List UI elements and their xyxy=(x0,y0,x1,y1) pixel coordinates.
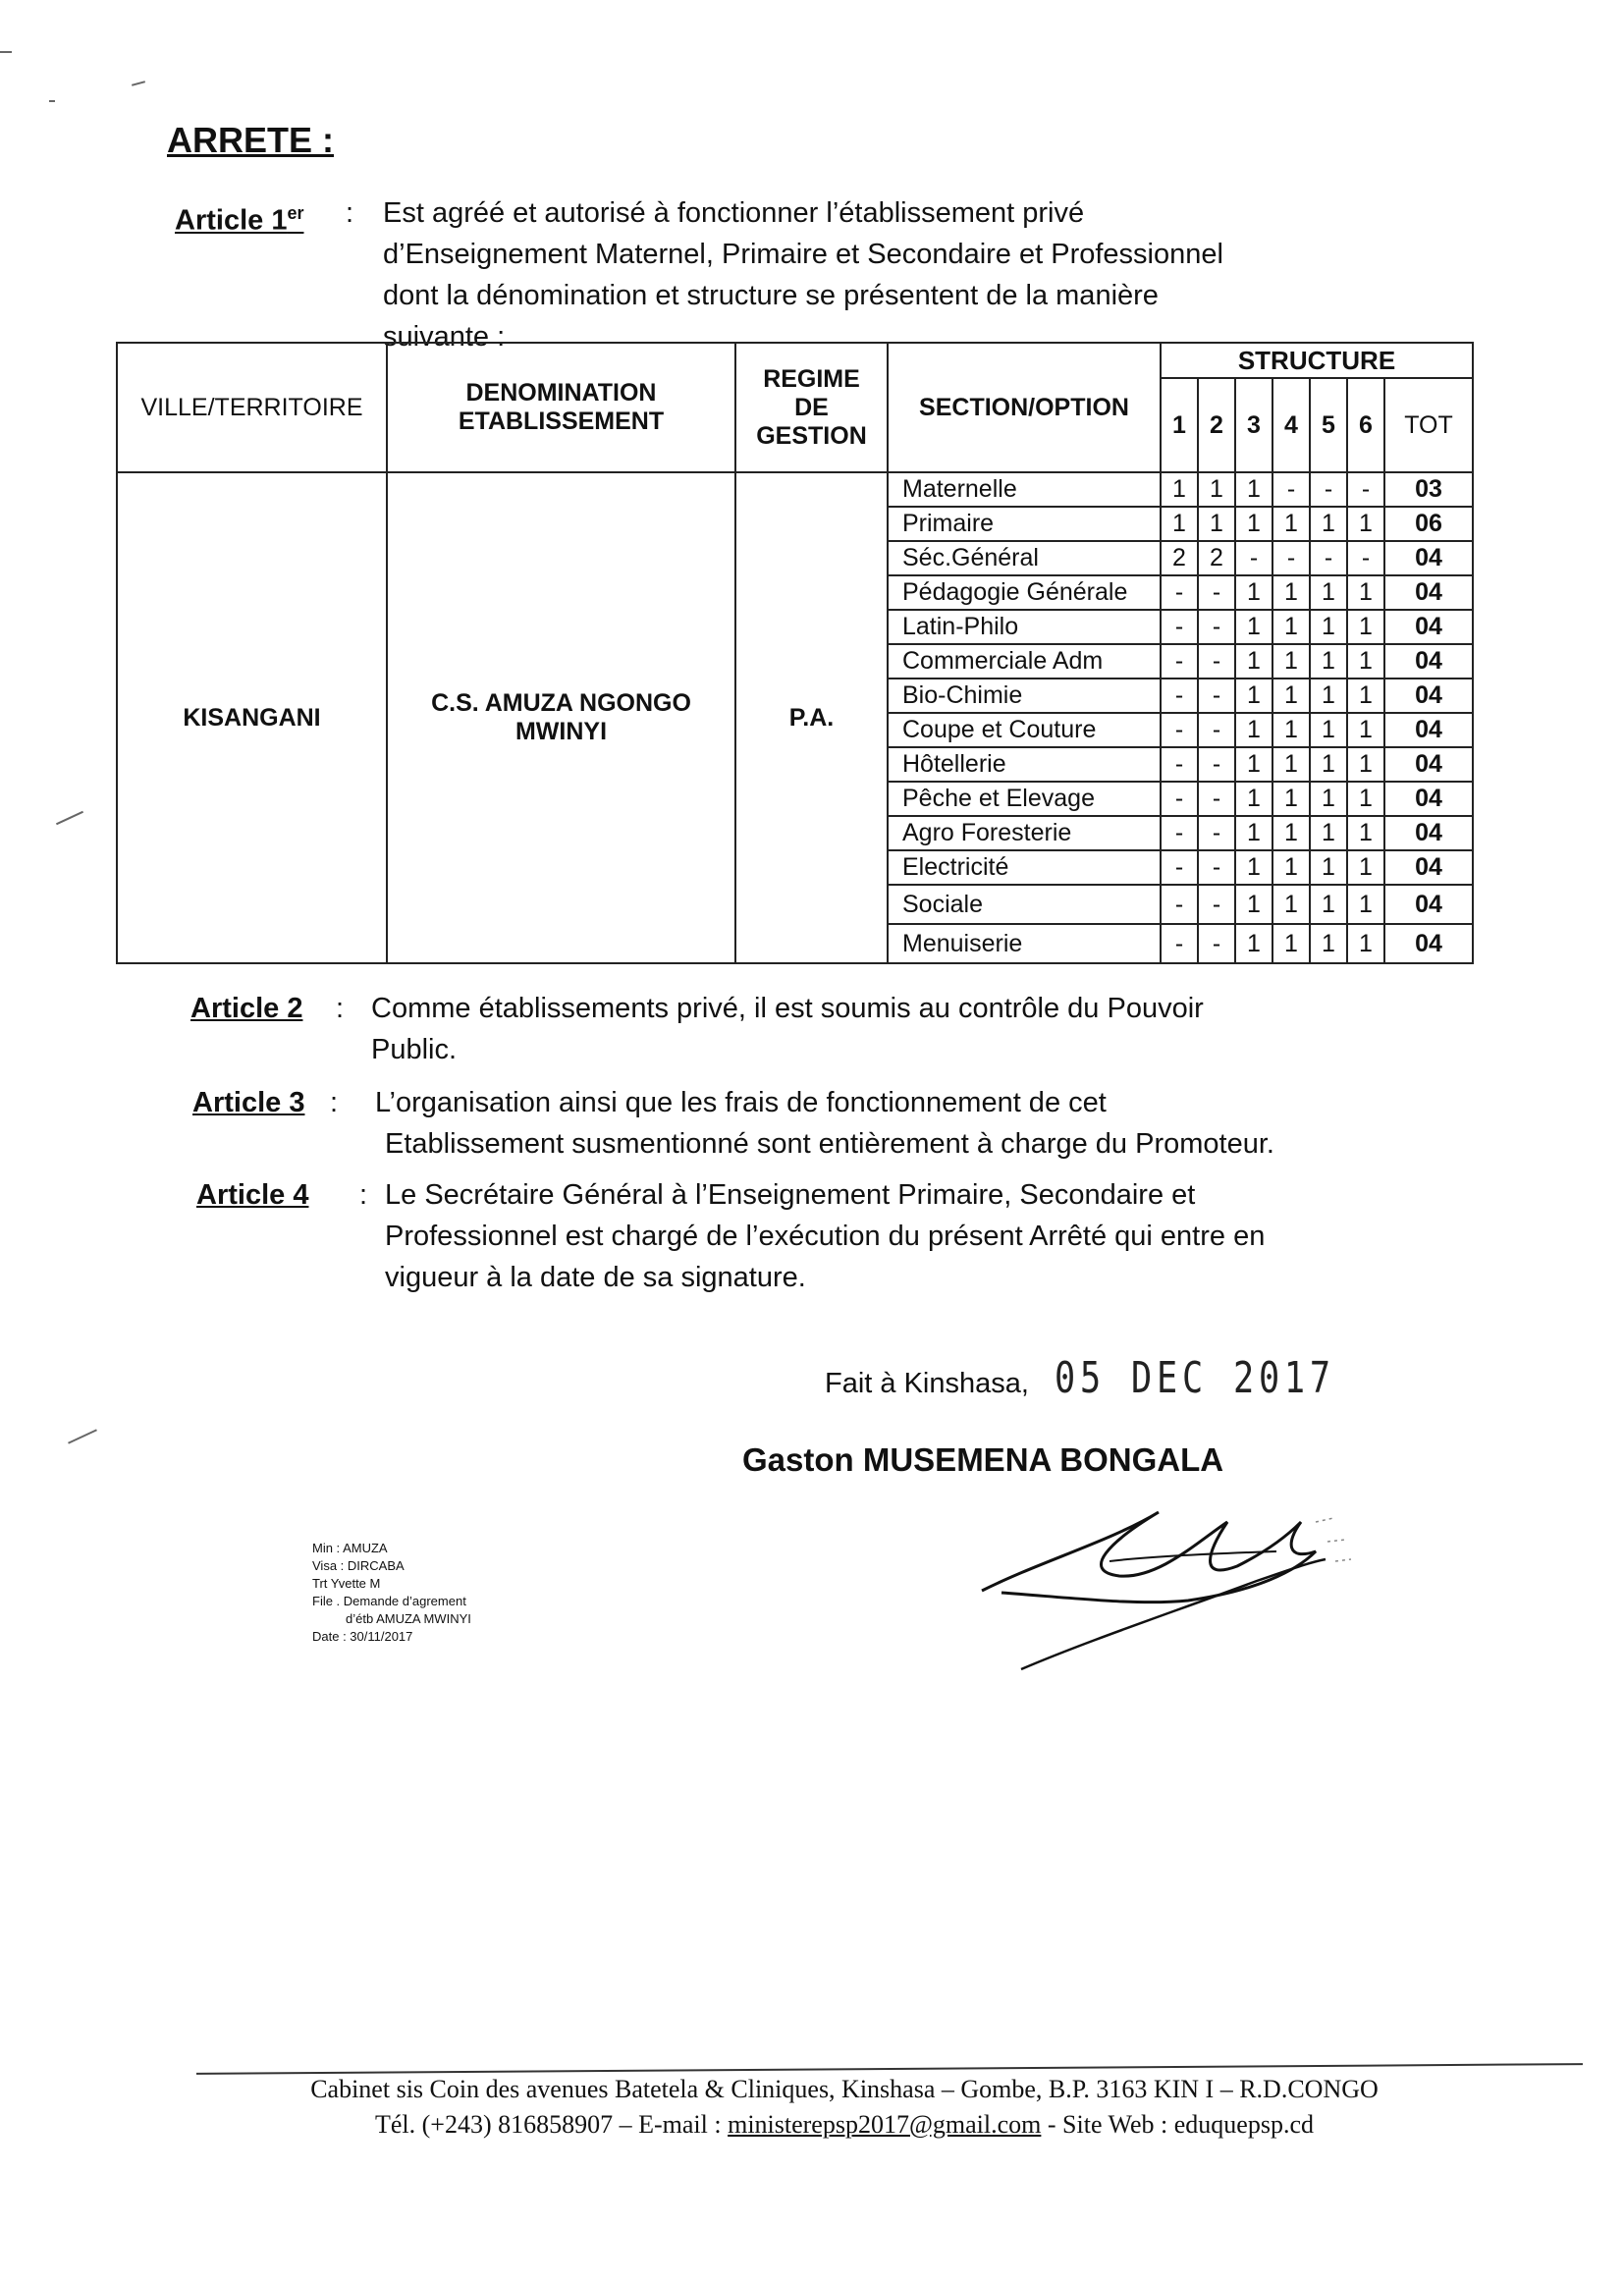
structure-cell: 1 xyxy=(1235,472,1272,507)
tot-cell: 03 xyxy=(1384,472,1473,507)
article-3-colon: : xyxy=(330,1087,339,1118)
structure-cell: - xyxy=(1198,885,1235,924)
structure-cell: - xyxy=(1161,747,1198,782)
structure-cell: - xyxy=(1161,644,1198,679)
header-col-5: 5 xyxy=(1310,378,1347,472)
article-1-line: Est agréé et autorisé à fonctionner l’établissement privé xyxy=(383,197,1085,229)
signature-drawing xyxy=(962,1483,1414,1679)
regime-cell: P.A. xyxy=(735,472,888,963)
structure-cell: 1 xyxy=(1235,885,1272,924)
date-stamp: 05 DEC 2017 xyxy=(1055,1353,1335,1403)
structure-cell: - xyxy=(1161,885,1198,924)
structure-cell: - xyxy=(1161,850,1198,885)
structure-cell: 1 xyxy=(1235,747,1272,782)
structure-cell: - xyxy=(1272,541,1310,575)
article-4-label: Article 4 xyxy=(196,1179,309,1211)
structure-cell: 1 xyxy=(1347,644,1384,679)
article-4-line: Le Secrétaire Général à l’Enseignement Primaire, Secondaire et xyxy=(385,1179,1196,1211)
header-regime-l2: DE xyxy=(794,393,829,421)
scan-mark xyxy=(132,81,145,86)
section-cell: Hôtellerie xyxy=(888,747,1161,782)
structure-table xyxy=(116,342,1474,964)
structure-cell: 2 xyxy=(1161,541,1198,575)
article-3 xyxy=(192,1082,1430,1170)
article-4-line: Professionnel est chargé de l’exécution du présent Arrêté qui entre en xyxy=(385,1221,1266,1252)
article-1-line: d’Enseignement Maternel, Primaire et Secondaire et Professionnel xyxy=(383,239,1223,270)
structure-cell: 1 xyxy=(1347,575,1384,610)
structure-cell: 1 xyxy=(1235,507,1272,541)
structure-cell: 1 xyxy=(1347,679,1384,713)
structure-cell: - xyxy=(1310,541,1347,575)
structure-cell: - xyxy=(1161,782,1198,816)
structure-cell: - xyxy=(1161,610,1198,644)
article-2 xyxy=(190,988,1369,1076)
structure-cell: - xyxy=(1161,713,1198,747)
section-cell: Pêche et Elevage xyxy=(888,782,1161,816)
structure-cell: 1 xyxy=(1347,924,1384,963)
decree-heading: ARRETE : xyxy=(167,120,334,160)
structure-cell: 1 xyxy=(1235,850,1272,885)
article-1-text xyxy=(383,192,1365,357)
section-cell: Menuiserie xyxy=(888,924,1161,963)
article-4-colon: : xyxy=(359,1179,368,1211)
article-1-line: dont la dénomination et structure se présentent de la manière xyxy=(383,280,1159,311)
structure-cell: 1 xyxy=(1347,850,1384,885)
scan-mark xyxy=(0,51,12,53)
structure-cell: 1 xyxy=(1272,782,1310,816)
structure-cell: - xyxy=(1198,713,1235,747)
structure-cell: - xyxy=(1347,472,1384,507)
tot-cell: 04 xyxy=(1384,679,1473,713)
structure-cell: 1 xyxy=(1347,885,1384,924)
article-2-text xyxy=(371,988,1353,1070)
structure-cell: 1 xyxy=(1272,644,1310,679)
structure-cell: 1 xyxy=(1310,610,1347,644)
header-regime-l1: REGIME xyxy=(763,364,860,393)
structure-cell: - xyxy=(1161,679,1198,713)
tot-cell: 04 xyxy=(1384,644,1473,679)
structure-cell: 1 xyxy=(1310,747,1347,782)
structure-cell: 1 xyxy=(1235,644,1272,679)
article-2-line: Public. xyxy=(371,1034,458,1065)
structure-cell: 1 xyxy=(1235,816,1272,850)
structure-cell: 1 xyxy=(1272,575,1310,610)
structure-cell: 1 xyxy=(1347,747,1384,782)
footer-contact xyxy=(226,2107,1463,2143)
denomination-l2: MWINYI xyxy=(514,718,608,745)
structure-cell: - xyxy=(1161,924,1198,963)
structure-cell: 1 xyxy=(1347,782,1384,816)
tot-cell: 06 xyxy=(1384,507,1473,541)
denomination-l1: C.S. AMUZA NGONGO xyxy=(431,689,691,717)
header-ville: VILLE/TERRITOIRE xyxy=(117,343,387,472)
article-1-colon: : xyxy=(346,197,354,229)
denomination-cell xyxy=(387,472,735,963)
section-cell: Agro Foresterie xyxy=(888,816,1161,850)
structure-cell: 1 xyxy=(1198,472,1235,507)
structure-cell: 1 xyxy=(1272,816,1310,850)
footer-web: - Site Web : eduquepsp.cd xyxy=(1041,2110,1314,2139)
section-cell: Primaire xyxy=(888,507,1161,541)
section-cell: Bio-Chimie xyxy=(888,679,1161,713)
article-2-colon: : xyxy=(336,993,345,1024)
header-col-2: 2 xyxy=(1198,378,1235,472)
tot-cell: 04 xyxy=(1384,575,1473,610)
article-4 xyxy=(196,1174,1434,1302)
structure-cell: 1 xyxy=(1347,816,1384,850)
structure-cell: 1 xyxy=(1161,472,1198,507)
section-cell: Sociale xyxy=(888,885,1161,924)
section-cell: Coupe et Couture xyxy=(888,713,1161,747)
structure-cell: 1 xyxy=(1161,507,1198,541)
header-col-3: 3 xyxy=(1235,378,1272,472)
header-structure: STRUCTURE xyxy=(1161,343,1473,378)
article-1-line: suivante : xyxy=(383,321,506,353)
header-regime-l3: GESTION xyxy=(756,421,867,450)
structure-cell: 1 xyxy=(1310,507,1347,541)
structure-cell: - xyxy=(1235,541,1272,575)
section-cell: Séc.Général xyxy=(888,541,1161,575)
footer-email[interactable]: ministerepsp2017@gmail.com xyxy=(728,2110,1042,2139)
structure-cell: 1 xyxy=(1272,747,1310,782)
structure-cell: 1 xyxy=(1272,924,1310,963)
article-1-label-text: Article 1 xyxy=(175,204,288,237)
section-cell: Latin-Philo xyxy=(888,610,1161,644)
ref-visa: Visa : DIRCABA xyxy=(312,1558,405,1573)
structure-cell: - xyxy=(1347,541,1384,575)
structure-cell: - xyxy=(1198,575,1235,610)
structure-cell: 1 xyxy=(1310,924,1347,963)
article-3-line: L’organisation ainsi que les frais de fonctionnement de cet xyxy=(375,1087,1107,1118)
footer xyxy=(226,2072,1463,2143)
ref-trt: Trt Yvette M xyxy=(312,1576,381,1591)
tot-cell: 04 xyxy=(1384,850,1473,885)
structure-cell: 2 xyxy=(1198,541,1235,575)
scan-mark xyxy=(68,1429,97,1443)
structure-cell: 1 xyxy=(1310,575,1347,610)
structure-cell: - xyxy=(1198,747,1235,782)
article-3-label: Article 3 xyxy=(192,1087,305,1118)
ref-min: Min : AMUZA xyxy=(312,1541,388,1555)
structure-cell: - xyxy=(1161,575,1198,610)
ville-cell: KISANGANI xyxy=(117,472,387,963)
tot-cell: 04 xyxy=(1384,816,1473,850)
structure-cell: 1 xyxy=(1272,610,1310,644)
header-regime xyxy=(735,343,888,472)
tot-cell: 04 xyxy=(1384,924,1473,963)
article-3-text xyxy=(375,1082,1426,1165)
header-col-4: 4 xyxy=(1272,378,1310,472)
structure-cell: 1 xyxy=(1347,507,1384,541)
structure-cell: 1 xyxy=(1235,679,1272,713)
fait-a-text: Fait à Kinshasa, xyxy=(825,1368,1029,1399)
structure-cell: 1 xyxy=(1310,816,1347,850)
structure-cell: 1 xyxy=(1310,644,1347,679)
header-col-1: 1 xyxy=(1161,378,1198,472)
structure-cell: - xyxy=(1198,924,1235,963)
article-2-line: Comme établissements privé, il est soumis au contrôle du Pouvoir xyxy=(371,993,1204,1024)
signer-name: Gaston MUSEMENA BONGALA xyxy=(742,1441,1224,1478)
ref-date: Date : 30/11/2017 xyxy=(312,1629,413,1644)
header-tot: TOT xyxy=(1384,378,1473,472)
scan-mark xyxy=(56,811,83,825)
article-1-label xyxy=(175,192,303,242)
header-section: SECTION/OPTION xyxy=(888,343,1161,472)
section-cell: Maternelle xyxy=(888,472,1161,507)
tot-cell: 04 xyxy=(1384,713,1473,747)
structure-cell: 1 xyxy=(1310,782,1347,816)
ref-file-l1: File . Demande d’agrement xyxy=(312,1594,466,1608)
footer-tel: Tél. (+243) 816858907 – E-mail : xyxy=(374,2110,729,2139)
article-4-text xyxy=(385,1174,1422,1298)
tot-cell: 04 xyxy=(1384,885,1473,924)
tot-cell: 04 xyxy=(1384,541,1473,575)
structure-cell: - xyxy=(1198,679,1235,713)
header-denomination-l2: ETABLISSEMENT xyxy=(458,407,665,435)
article-2-label: Article 2 xyxy=(190,993,303,1024)
structure-cell: 1 xyxy=(1310,713,1347,747)
structure-cell: 1 xyxy=(1272,679,1310,713)
structure-cell: 1 xyxy=(1272,507,1310,541)
structure-cell: - xyxy=(1161,816,1198,850)
structure-cell: 1 xyxy=(1235,575,1272,610)
structure-cell: - xyxy=(1310,472,1347,507)
place-date xyxy=(825,1353,1405,1403)
structure-cell: - xyxy=(1198,644,1235,679)
structure-cell: 1 xyxy=(1347,713,1384,747)
table-row xyxy=(117,472,1473,507)
structure-cell: 1 xyxy=(1310,850,1347,885)
structure-cell: 1 xyxy=(1347,610,1384,644)
structure-table-body xyxy=(117,472,1473,963)
structure-cell: - xyxy=(1272,472,1310,507)
article-1-sup: er xyxy=(287,203,304,223)
structure-cell: 1 xyxy=(1310,885,1347,924)
scan-mark xyxy=(49,100,55,102)
structure-cell: - xyxy=(1198,610,1235,644)
structure-cell: 1 xyxy=(1235,610,1272,644)
article-4-line: vigueur à la date de sa signature. xyxy=(385,1262,806,1293)
structure-cell: - xyxy=(1198,850,1235,885)
structure-cell: 1 xyxy=(1235,924,1272,963)
ref-file-l2: d’étb AMUZA MWINYI xyxy=(346,1611,471,1626)
header-denomination-l1: DENOMINATION xyxy=(465,379,657,407)
reference-block xyxy=(312,1540,471,1646)
article-3-line: Etablissement susmentionné sont entièrement à charge du Promoteur. xyxy=(385,1128,1274,1160)
header-col-6: 6 xyxy=(1347,378,1384,472)
tot-cell: 04 xyxy=(1384,610,1473,644)
footer-address: Cabinet sis Coin des avenues Batetela & Cliniques, Kinshasa – Gombe, B.P. 3163 KIN I – R.D.CONGO xyxy=(310,2075,1379,2103)
structure-cell: 1 xyxy=(1235,782,1272,816)
section-cell: Pédagogie Générale xyxy=(888,575,1161,610)
structure-cell: - xyxy=(1198,782,1235,816)
tot-cell: 04 xyxy=(1384,747,1473,782)
structure-cell: 1 xyxy=(1198,507,1235,541)
structure-cell: 1 xyxy=(1310,679,1347,713)
article-1 xyxy=(175,192,1373,359)
structure-cell: 1 xyxy=(1272,713,1310,747)
structure-cell: - xyxy=(1198,816,1235,850)
structure-cell: 1 xyxy=(1272,885,1310,924)
section-cell: Commerciale Adm xyxy=(888,644,1161,679)
structure-cell: 1 xyxy=(1235,713,1272,747)
structure-cell: 1 xyxy=(1272,850,1310,885)
header-denomination xyxy=(387,343,735,472)
tot-cell: 04 xyxy=(1384,782,1473,816)
section-cell: Electricité xyxy=(888,850,1161,885)
